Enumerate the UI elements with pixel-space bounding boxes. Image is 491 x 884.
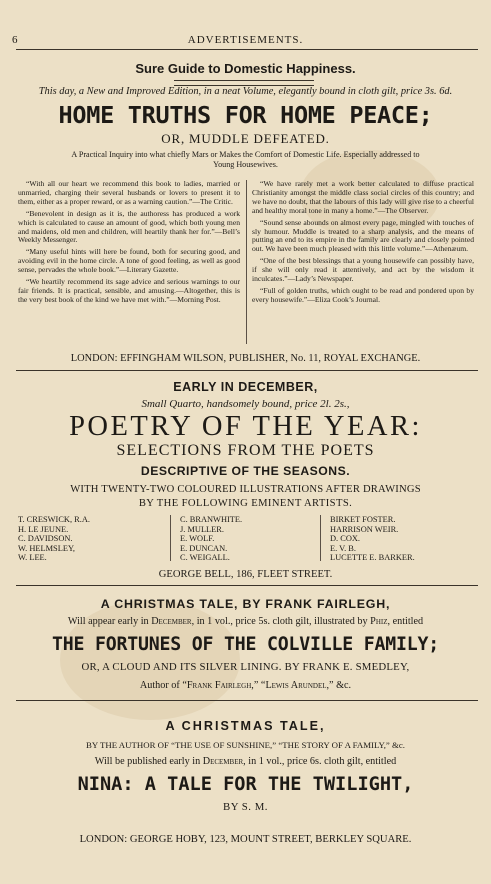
review-quote: “Many useful hints will here be found, both for securing good, and avoiding evil in the home circle. A tone of good feeling, as well as good sense, pervades the whole book.”—Literary Gazette. [18, 247, 240, 275]
ad3-announcement-part: , entitled [387, 616, 424, 627]
ad2-format: Small Quarto, handsomely bound, price 2l. 2s., [141, 398, 350, 410]
ad3-title: THE FORTUNES OF THE COLVILLE FAMILY; [52, 634, 439, 655]
ad1-description-cont: Young Housewives. [213, 160, 278, 169]
artist-name: J. MULLER. [180, 524, 224, 534]
ad2-illustrations: WITH TWENTY-TWO COLOURED ILLUSTRATIONS AFTER DRAWINGS [70, 484, 421, 495]
section-rule [16, 700, 478, 701]
running-header: ADVERTISEMENTS. [187, 34, 304, 46]
header-rule [16, 49, 478, 50]
page-number: 6 [12, 34, 18, 46]
ad3-announcement-part: Phiz [370, 616, 388, 627]
review-quote: “We have rarely met a work better calculated to diffuse practical Christianity amongst the middle class social circles of this country; and we have no doubt, that the labours of this lady will give rise to a cheerful and healthy moral tone in many a home.”—The Observer. [252, 179, 474, 215]
column-divider [246, 180, 247, 344]
ad4-announcement-part: Will be published early in [94, 756, 203, 767]
ad4-announcement [0, 756, 491, 767]
ad2-publisher: GEORGE BELL, 186, FLEET STREET. [158, 569, 333, 580]
ad1-title: HOME TRUTHS FOR HOME PEACE; [58, 101, 433, 129]
artist-name: W. HELMSLEY, [18, 543, 75, 553]
ad4-byline: BY THE AUTHOR OF “THE USE OF SUNSHINE,” “THE STORY OF A FAMILY,” &c. [86, 740, 405, 750]
ad3-announcement-part: Will appear early in [67, 616, 152, 627]
ad2-illustrations-cont: BY THE FOLLOWING EMINENT ARTISTS. [138, 498, 353, 509]
artist-name: BIRKET FOSTER. [330, 515, 396, 524]
artist-name: H. LE JEUNE. [18, 524, 69, 534]
ad1-description: A Practical Inquiry into what chiefly Mars or Makes the Comfort of Domestic Life. Especially addressed to [71, 150, 420, 159]
artist-name: T. CRESWICK, R.A. [18, 515, 90, 524]
review-quote: “One of the best blessings that a young housewife can possibly have, if she will only read it attentively, and act by the wisdom it inculcates.”—Lady’s Newspaper. [252, 256, 474, 284]
ad3-author-part: Lewis Arundel [265, 680, 327, 691]
ad1-publisher: LONDON: EFFINGHAM WILSON, PUBLISHER, No. 11, ROYAL EXCHANGE. [70, 353, 421, 364]
ad3-announcement-part: , in 1 vol., price 5s. cloth gilt, illustrated by [191, 616, 371, 627]
ad4-announcement-part: December [202, 756, 244, 767]
section-rule [16, 370, 478, 371]
column-divider [170, 515, 171, 561]
artists-column-2 [180, 515, 242, 563]
reviews-left-column [18, 180, 240, 308]
ad3-author-note [0, 680, 491, 691]
artist-name: W. LEE. [18, 553, 47, 563]
review-quote: “Benevolent in design as it is, the authoress has produced a work which is calculated to cause an amount of good, which both young men and maidens, old men and children, will heartily thank her for.”—Bell’s Weekly Messenger. [18, 208, 240, 245]
artist-name: E. DUNCAN. [180, 543, 228, 553]
ad4-publisher: LONDON: GEORGE HOBY, 123, MOUNT STREET, BERKLEY SQUARE. [79, 834, 412, 845]
artist-name: LUCETTE E. BARKER. [330, 553, 415, 563]
ad3-author-part: ,” “ [251, 680, 266, 691]
artist-name: HARRISON WEIR. [330, 524, 399, 534]
ad3-author-part: Frank Fairlegh [186, 680, 252, 691]
section-rule [16, 585, 478, 586]
ad3-announcement [0, 616, 491, 627]
review-quote: “Full of golden truths, which ought to be read and pondered upon by every housewife.”—Eliza Cook’s Journal. [252, 285, 474, 304]
ad2-subtitle-2: DESCRIPTIVE OF THE SEASONS. [140, 464, 351, 478]
ad1-intro: This day, a New and Improved Edition, in a neat Volume, elegantly bound in cloth gilt, price 3s. 6d. [38, 86, 453, 97]
ad2-heading: EARLY IN DECEMBER, [173, 380, 318, 394]
artists-column-1 [18, 515, 90, 563]
ad3-subtitle: OR, A CLOUD AND ITS SILVER LINING. BY FRANK E. SMEDLEY, [81, 661, 410, 673]
review-quote: “Sound sense abounds on almost every page, mingled with touches of sly humour. Muddle is treated to a sharp analysis, and the means of putting an end to its empire in the family are clearly and closely pointed out. We have been much pleased with this little volume.”—Athenæum. [252, 217, 474, 254]
reviews-right-column [252, 180, 474, 308]
ad4-title: NINA: A TALE FOR THE TWILIGHT, [77, 774, 414, 795]
artist-name: D. COX. [330, 534, 361, 544]
artist-name: E. WOLF. [180, 534, 215, 544]
ad3-author-part: Author of “ [139, 680, 187, 691]
artists-column-3 [330, 515, 415, 563]
ad2-title: POETRY OF THE YEAR: [69, 411, 422, 442]
ad2-subtitle: SELECTIONS FROM THE POETS [116, 442, 375, 459]
ad1-subtitle: OR, MUDDLE DEFEATED. [161, 131, 330, 146]
ad3-announcement-part: December [151, 616, 192, 627]
ad1-heading: Sure Guide to Domestic Happiness. [135, 61, 356, 76]
ad3-author-part: ,” &c. [326, 680, 352, 691]
artist-name: C. WEIGALL. [180, 553, 230, 563]
review-quote: “With all our heart we recommend this book to ladies, married or unmarried, charging their several husbands or lovers to present it to them, either as a proper reward, or as a warning caution.”—The Critic. [18, 179, 240, 206]
review-quote: “We heartily recommend its sage advice and serious warnings to our fair friends. It is practical, sensible, and amusing.—Altogether, this is the very best book of the kind we have met with.”—Morning Post. [18, 277, 240, 304]
ad4-author: BY S. M. [223, 801, 268, 813]
column-divider [320, 515, 321, 561]
ad4-announcement-part: , in 1 vol., price 6s. cloth gilt, entitled [243, 756, 397, 767]
artist-name: C. BRANWHITE. [180, 515, 243, 524]
artist-name: C. DAVIDSON. [18, 534, 73, 544]
ad4-heading: A CHRISTMAS TALE, [165, 719, 326, 733]
ad3-heading: A CHRISTMAS TALE, BY FRANK FAIRLEGH, [100, 597, 391, 611]
artist-name: E. V. B. [330, 543, 356, 553]
